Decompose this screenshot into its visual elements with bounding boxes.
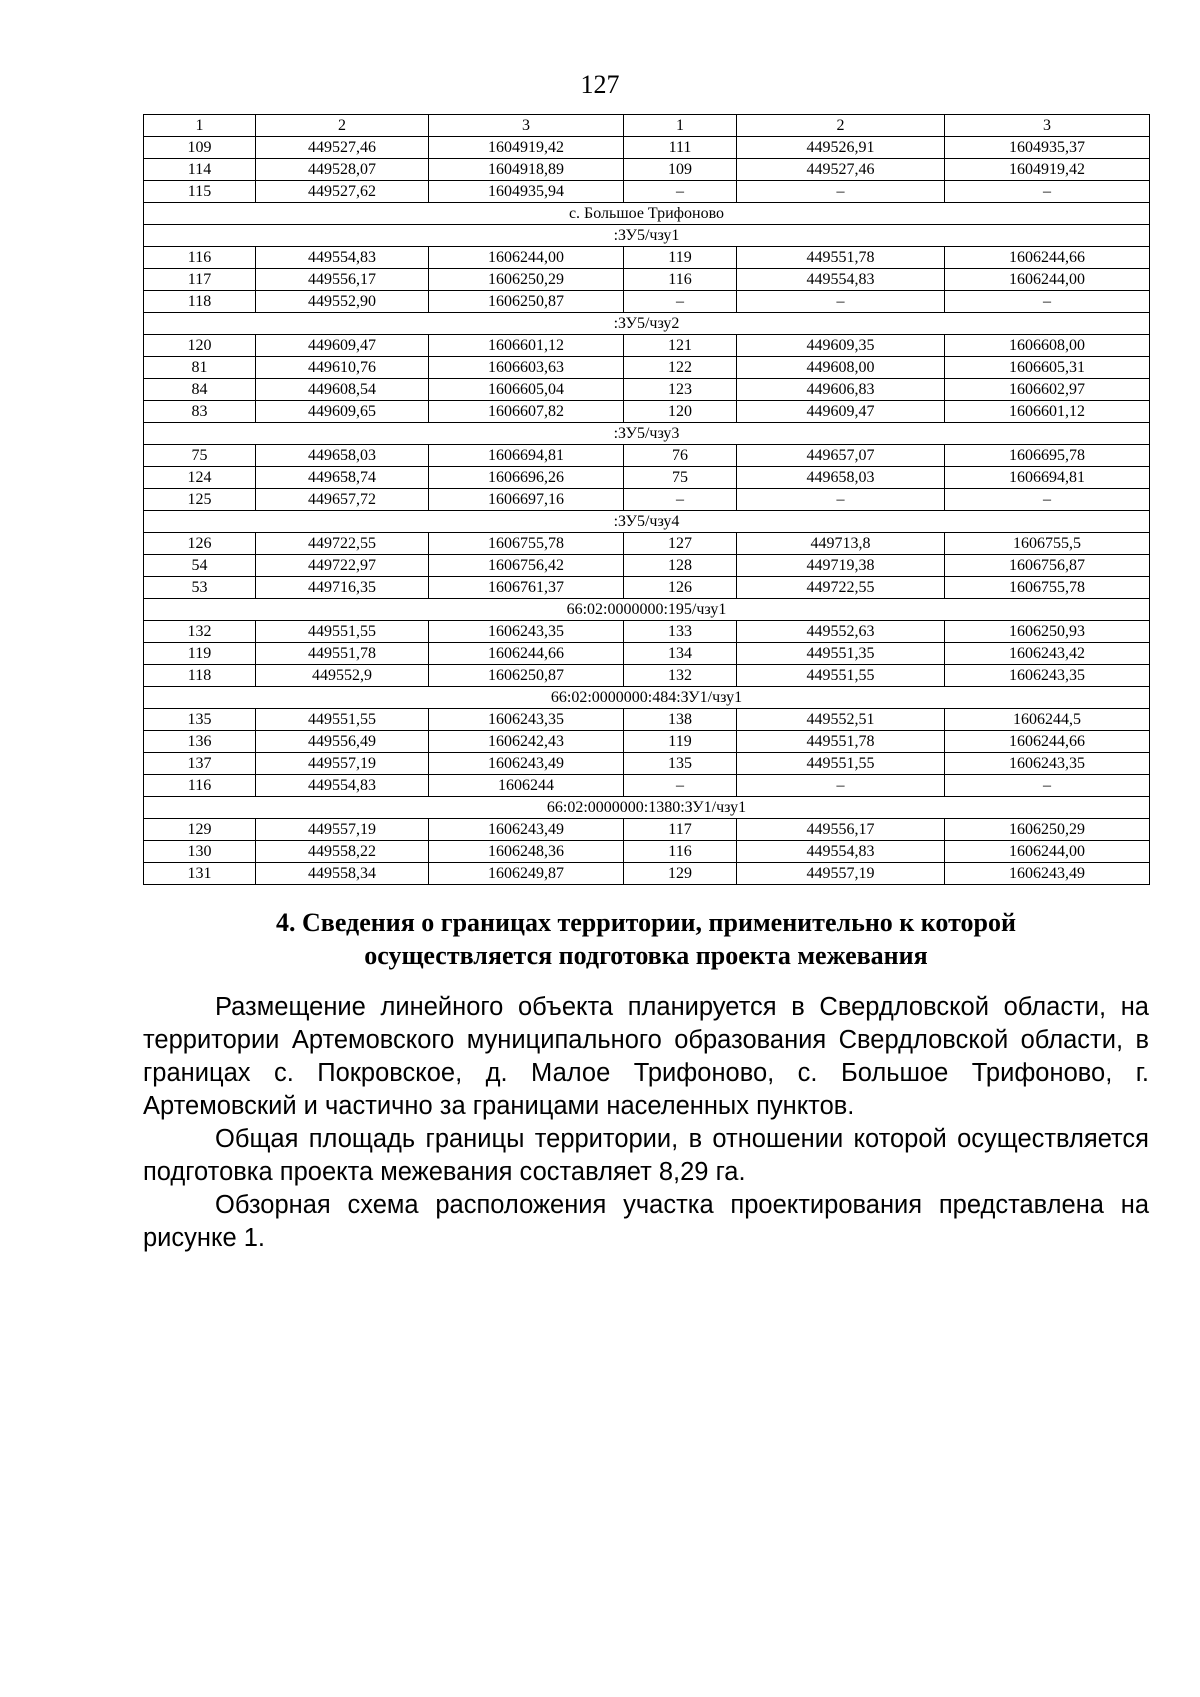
table-cell: 129 xyxy=(144,819,256,841)
table-cell: 111 xyxy=(624,137,737,159)
paragraph: Обзорная схема расположения участка проектирования представлена на рисунке 1. xyxy=(143,1191,1149,1252)
table-cell: 1606250,29 xyxy=(945,819,1150,841)
table-row xyxy=(144,863,1150,885)
table-cell: 81 xyxy=(144,357,256,379)
table-cell: 116 xyxy=(144,775,256,797)
table-row xyxy=(144,753,1150,775)
table-row xyxy=(144,401,1150,423)
table-cell: 1606250,87 xyxy=(429,291,624,313)
page-number: 127 xyxy=(580,70,620,99)
table-cell: 75 xyxy=(144,445,256,467)
table-cell: 1606243,49 xyxy=(945,863,1150,885)
table-cell: 1606242,43 xyxy=(429,731,624,753)
table-cell: 128 xyxy=(624,555,737,577)
header-cell: 2 xyxy=(256,115,429,137)
table-cell: 1606608,00 xyxy=(945,335,1150,357)
table-cell: 114 xyxy=(144,159,256,181)
coordinates-table-body xyxy=(144,115,1150,885)
table-cell: 449527,46 xyxy=(737,159,945,181)
table-cell: 133 xyxy=(624,621,737,643)
table-cell: 449606,83 xyxy=(737,379,945,401)
table-cell: 1606761,37 xyxy=(429,577,624,599)
table-cell: 1604935,94 xyxy=(429,181,624,203)
table-cell: 1606605,04 xyxy=(429,379,624,401)
table-cell: 1606695,78 xyxy=(945,445,1150,467)
table-row xyxy=(144,731,1150,753)
table-cell: 120 xyxy=(624,401,737,423)
table-cell: 127 xyxy=(624,533,737,555)
table-cell: 449608,00 xyxy=(737,357,945,379)
table-row xyxy=(144,775,1150,797)
table-row xyxy=(144,335,1150,357)
table-cell: – xyxy=(624,775,737,797)
table-row xyxy=(144,709,1150,731)
table-cell: 449722,97 xyxy=(256,555,429,577)
table-cell: 449558,22 xyxy=(256,841,429,863)
table-cell: 1606756,42 xyxy=(429,555,624,577)
header-cell: 1 xyxy=(144,115,256,137)
table-cell: 449658,03 xyxy=(737,467,945,489)
table-cell: 449716,35 xyxy=(256,577,429,599)
table-cell: 1604918,89 xyxy=(429,159,624,181)
table-row xyxy=(144,577,1150,599)
table-cell: 1606244,00 xyxy=(945,269,1150,291)
table-cell: 117 xyxy=(624,819,737,841)
table-row xyxy=(144,621,1150,643)
table-cell: 449609,65 xyxy=(256,401,429,423)
table-cell: 53 xyxy=(144,577,256,599)
table-cell: 449551,55 xyxy=(256,621,429,643)
table-cell: 1606601,12 xyxy=(945,401,1150,423)
table-row xyxy=(144,643,1150,665)
table-cell: 1606243,35 xyxy=(945,753,1150,775)
table-cell: 449551,78 xyxy=(256,643,429,665)
table-cell: 1606244,66 xyxy=(945,247,1150,269)
table-cell: 1604919,42 xyxy=(429,137,624,159)
table-cell: 130 xyxy=(144,841,256,863)
table-cell: 121 xyxy=(624,335,737,357)
table-cell: 449551,55 xyxy=(737,665,945,687)
table-row xyxy=(144,555,1150,577)
table-cell: 132 xyxy=(624,665,737,687)
table-cell: 109 xyxy=(144,137,256,159)
table-cell: 1606249,87 xyxy=(429,863,624,885)
table-cell: 449722,55 xyxy=(737,577,945,599)
table-cell: 122 xyxy=(624,357,737,379)
table-cell: 1606244,66 xyxy=(429,643,624,665)
section-label-cell: с. Большое Трифоново xyxy=(144,203,1150,225)
coordinates-table xyxy=(143,114,1150,885)
table-cell: 449551,35 xyxy=(737,643,945,665)
table-row xyxy=(144,357,1150,379)
table-cell: – xyxy=(737,291,945,313)
table-cell: 118 xyxy=(144,665,256,687)
table-cell: 1606607,82 xyxy=(429,401,624,423)
table-cell: 449610,76 xyxy=(256,357,429,379)
table-cell: – xyxy=(945,291,1150,313)
section-label-cell: 66:02:0000000:1380:ЗУ1/чзу1 xyxy=(144,797,1150,819)
table-section-row xyxy=(144,203,1150,225)
table-cell: 134 xyxy=(624,643,737,665)
table-cell: 1606694,81 xyxy=(945,467,1150,489)
table-cell: 1606250,93 xyxy=(945,621,1150,643)
section-heading-line1: 4. Сведения о границах территории, применительно к которой xyxy=(276,908,1016,937)
table-cell: – xyxy=(945,489,1150,511)
table-section-row xyxy=(144,687,1150,709)
table-cell: – xyxy=(737,775,945,797)
table-cell: 449554,83 xyxy=(737,841,945,863)
table-cell: 449609,47 xyxy=(737,401,945,423)
table-cell: 1606243,35 xyxy=(945,665,1150,687)
table-cell: 1606602,97 xyxy=(945,379,1150,401)
table-section-row xyxy=(144,423,1150,445)
table-cell: 1606244,00 xyxy=(429,247,624,269)
table-cell: 123 xyxy=(624,379,737,401)
table-section-row xyxy=(144,599,1150,621)
section-label-cell: :ЗУ5/чзу1 xyxy=(144,225,1150,247)
table-cell: – xyxy=(945,181,1150,203)
table-cell: 135 xyxy=(624,753,737,775)
table-cell: 125 xyxy=(144,489,256,511)
table-cell: 115 xyxy=(144,181,256,203)
section-heading-line2: осуществляется подготовка проекта межевания xyxy=(364,941,928,970)
table-cell: 1606244,5 xyxy=(945,709,1150,731)
table-cell: 131 xyxy=(144,863,256,885)
table-cell: 124 xyxy=(144,467,256,489)
table-cell: 1606601,12 xyxy=(429,335,624,357)
table-row xyxy=(144,137,1150,159)
table-cell: 1606248,36 xyxy=(429,841,624,863)
table-cell: 449556,49 xyxy=(256,731,429,753)
paragraph: Размещение линейного объекта планируется в Свердловской области, на территории Артемовского муниципального образования Свердловской области, в границах с. Покровское, д. Малое Трифоново, с. Большое Трифоново, г. Артемовский и частично за границами населенных пунктов. xyxy=(143,993,1149,1120)
table-cell: 1606250,29 xyxy=(429,269,624,291)
section-label-cell: :ЗУ5/чзу4 xyxy=(144,511,1150,533)
header-cell: 2 xyxy=(737,115,945,137)
table-cell: 449557,19 xyxy=(256,753,429,775)
table-cell: 1606696,26 xyxy=(429,467,624,489)
table-cell: 75 xyxy=(624,467,737,489)
table-cell: 136 xyxy=(144,731,256,753)
table-cell: 132 xyxy=(144,621,256,643)
table-row xyxy=(144,665,1150,687)
table-row xyxy=(144,533,1150,555)
table-cell: 449552,9 xyxy=(256,665,429,687)
table-cell: 449527,46 xyxy=(256,137,429,159)
table-row xyxy=(144,159,1150,181)
table-cell: 449609,47 xyxy=(256,335,429,357)
table-cell: 449557,19 xyxy=(256,819,429,841)
table-section-row xyxy=(144,225,1150,247)
table-cell: 117 xyxy=(144,269,256,291)
table-cell: 449719,38 xyxy=(737,555,945,577)
section-body xyxy=(143,991,1149,1255)
section-label-cell: 66:02:0000000:195/чзу1 xyxy=(144,599,1150,621)
table-cell: 449722,55 xyxy=(256,533,429,555)
table-cell: 116 xyxy=(624,269,737,291)
table-cell: 1606243,49 xyxy=(429,753,624,775)
table-cell: 449551,55 xyxy=(256,709,429,731)
section-heading xyxy=(143,906,1149,972)
table-cell: 449552,51 xyxy=(737,709,945,731)
table-cell: 119 xyxy=(624,731,737,753)
table-section-row xyxy=(144,797,1150,819)
table-cell: 1606244 xyxy=(429,775,624,797)
table-cell: 1606244,00 xyxy=(945,841,1150,863)
table-row xyxy=(144,841,1150,863)
table-cell: 118 xyxy=(144,291,256,313)
table-cell: 449609,35 xyxy=(737,335,945,357)
table-cell: – xyxy=(945,775,1150,797)
table-cell: 129 xyxy=(624,863,737,885)
table-cell: 449527,62 xyxy=(256,181,429,203)
table-cell: 137 xyxy=(144,753,256,775)
table-row xyxy=(144,379,1150,401)
table-cell: 54 xyxy=(144,555,256,577)
table-cell: 449554,83 xyxy=(256,775,429,797)
table-cell: 449554,83 xyxy=(256,247,429,269)
table-cell: 84 xyxy=(144,379,256,401)
table-cell: 449552,90 xyxy=(256,291,429,313)
section-label-cell: :ЗУ5/чзу2 xyxy=(144,313,1150,335)
header-cell: 3 xyxy=(945,115,1150,137)
table-cell: 1606244,66 xyxy=(945,731,1150,753)
header-cell: 3 xyxy=(429,115,624,137)
table-cell: 1606243,49 xyxy=(429,819,624,841)
table-cell: 449558,34 xyxy=(256,863,429,885)
table-cell: 1606243,35 xyxy=(429,709,624,731)
table-cell: – xyxy=(737,489,945,511)
table-header-row xyxy=(144,115,1150,137)
table-cell: – xyxy=(624,291,737,313)
table-cell: 449713,8 xyxy=(737,533,945,555)
table-cell: 135 xyxy=(144,709,256,731)
section-label-cell: :ЗУ5/чзу3 xyxy=(144,423,1150,445)
table-row xyxy=(144,467,1150,489)
header-cell: 1 xyxy=(624,115,737,137)
table-row xyxy=(144,181,1150,203)
table-cell: 449556,17 xyxy=(256,269,429,291)
table-cell: 1606694,81 xyxy=(429,445,624,467)
table-cell: 120 xyxy=(144,335,256,357)
table-cell: 449657,07 xyxy=(737,445,945,467)
table-section-row xyxy=(144,511,1150,533)
table-cell: 1606250,87 xyxy=(429,665,624,687)
table-cell: 449658,03 xyxy=(256,445,429,467)
table-cell: 1606605,31 xyxy=(945,357,1150,379)
table-cell: – xyxy=(737,181,945,203)
table-cell: 109 xyxy=(624,159,737,181)
table-cell: 449657,72 xyxy=(256,489,429,511)
table-cell: – xyxy=(624,181,737,203)
table-cell: 116 xyxy=(624,841,737,863)
paragraph: Общая площадь границы территории, в отношении которой осуществляется подготовка проекта межевания составляет 8,29 га. xyxy=(143,1125,1149,1186)
table-cell: 449551,78 xyxy=(737,247,945,269)
table-cell: 1606697,16 xyxy=(429,489,624,511)
table-cell: 83 xyxy=(144,401,256,423)
table-cell: 1604935,37 xyxy=(945,137,1150,159)
table-section-row xyxy=(144,313,1150,335)
table-cell: 126 xyxy=(624,577,737,599)
table-cell: 449658,74 xyxy=(256,467,429,489)
table-cell: 449557,19 xyxy=(737,863,945,885)
table-cell: 119 xyxy=(144,643,256,665)
table-row xyxy=(144,247,1150,269)
table-cell: 138 xyxy=(624,709,737,731)
table-cell: 119 xyxy=(624,247,737,269)
table-cell: 76 xyxy=(624,445,737,467)
table-row xyxy=(144,819,1150,841)
table-row xyxy=(144,269,1150,291)
table-cell: 449551,78 xyxy=(737,731,945,753)
table-cell: 449608,54 xyxy=(256,379,429,401)
table-cell: 1606756,87 xyxy=(945,555,1150,577)
section-label-cell: 66:02:0000000:484:ЗУ1/чзу1 xyxy=(144,687,1150,709)
table-cell: 449526,91 xyxy=(737,137,945,159)
table-row xyxy=(144,489,1150,511)
table-cell: 449551,55 xyxy=(737,753,945,775)
table-cell: 116 xyxy=(144,247,256,269)
table-row xyxy=(144,445,1150,467)
table-cell: 1606243,35 xyxy=(429,621,624,643)
table-cell: 449556,17 xyxy=(737,819,945,841)
table-cell: 1604919,42 xyxy=(945,159,1150,181)
table-cell: 1606243,42 xyxy=(945,643,1150,665)
table-cell: 449552,63 xyxy=(737,621,945,643)
table-cell: – xyxy=(624,489,737,511)
table-cell: 1606755,5 xyxy=(945,533,1150,555)
table-cell: 1606755,78 xyxy=(945,577,1150,599)
table-row xyxy=(144,291,1150,313)
table-cell: 1606603,63 xyxy=(429,357,624,379)
table-cell: 126 xyxy=(144,533,256,555)
table-cell: 1606755,78 xyxy=(429,533,624,555)
table-cell: 449554,83 xyxy=(737,269,945,291)
table-cell: 449528,07 xyxy=(256,159,429,181)
